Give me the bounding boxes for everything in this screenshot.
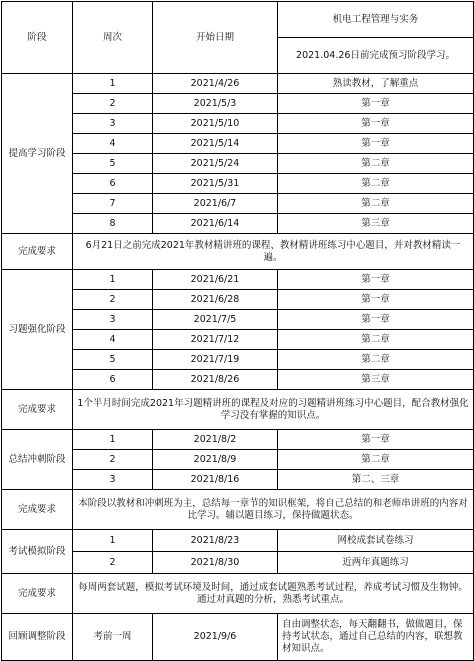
table-cell-date: 2021/4/26 — [153, 74, 278, 94]
phase3-requirement-text: 本阶段以教材和冲刺班为主，总结每一章节的知识框架，将自己总结的和老师串讲班的内容对比学习。辅以题目练习，保持做题状态。 — [73, 490, 474, 530]
table-cell-date: 2021/6/28 — [153, 290, 278, 310]
table-cell-task: 第二章 — [278, 450, 474, 470]
table-cell-date: 2021/7/5 — [153, 310, 278, 330]
table-cell-week: 2 — [73, 450, 153, 470]
table-cell-task: 第一章 — [278, 94, 474, 114]
table-cell-week: 2 — [73, 290, 153, 310]
table-cell-week: 7 — [73, 194, 153, 214]
table-cell-task: 第一章 — [278, 290, 474, 310]
table-cell-week: 3 — [73, 310, 153, 330]
table-cell-week: 2 — [73, 552, 153, 574]
table-cell-task: 第二章 — [278, 350, 474, 370]
table-cell-week: 6 — [73, 370, 153, 390]
phase5-task: 自由调整状态，每天翻翻书，做做题目，保持考试状态，通过自己总结的内容，联想教材知识点。 — [278, 614, 474, 661]
table-cell-task: 第一章 — [278, 270, 474, 290]
table-cell-task: 第三章 — [278, 370, 474, 390]
table-cell-week: 8 — [73, 214, 153, 234]
phase5-name: 回顾调整阶段 — [2, 614, 73, 661]
table-cell-date: 2021/7/19 — [153, 350, 278, 370]
table-cell-date: 2021/7/12 — [153, 330, 278, 350]
phase2-name: 习题强化阶段 — [2, 270, 73, 390]
table-cell-date: 2021/6/14 — [153, 214, 278, 234]
table-cell-task: 网校成套试卷练习 — [278, 530, 474, 552]
table-cell-task: 熟读教材，了解重点 — [278, 74, 474, 94]
table-cell-week: 1 — [73, 270, 153, 290]
table-cell-task: 第二、三章 — [278, 470, 474, 490]
phase4-requirement-text: 每周两套试题，模拟考试环境及时间，通过成套试题熟悉考试过程，养成考试习惯及生物钟。通过对真题的分析，熟悉考试重点。 — [73, 574, 474, 614]
phase3-requirement-label: 完成要求 — [2, 490, 73, 530]
table-cell-task: 第二章 — [278, 194, 474, 214]
phase2-requirement-text: 1个半月时间完成2021年习题精讲班的课程及对应的习题精讲班练习中心题目，配合教材强化学习没有掌握的知识点。 — [73, 390, 474, 430]
phase5-week: 考前一周 — [73, 614, 153, 661]
table-cell-task: 第二章 — [278, 154, 474, 174]
table-cell-date: 2021/5/10 — [153, 114, 278, 134]
table-cell-week: 4 — [73, 134, 153, 154]
table-cell-week: 1 — [73, 530, 153, 552]
header-stage: 阶段 — [2, 2, 73, 74]
table-cell-week: 1 — [73, 74, 153, 94]
table-cell-week: 3 — [73, 470, 153, 490]
phase1-requirement-label: 完成要求 — [2, 234, 73, 270]
header-subject-note: 2021.04.26日前完成预习阶段学习。 — [278, 38, 474, 74]
header-week: 周次 — [73, 2, 153, 74]
table-cell-week: 4 — [73, 330, 153, 350]
table-cell-task: 第一章 — [278, 310, 474, 330]
table-cell-date: 2021/5/3 — [153, 94, 278, 114]
table-cell-date: 2021/8/23 — [153, 530, 278, 552]
table-cell-task: 第一章 — [278, 430, 474, 450]
table-cell-week: 6 — [73, 174, 153, 194]
table-cell-task: 第一章 — [278, 114, 474, 134]
table-cell-date: 2021/5/14 — [153, 134, 278, 154]
table-cell-date: 2021/8/9 — [153, 450, 278, 470]
table-cell-week: 2 — [73, 94, 153, 114]
table-cell-date: 2021/6/21 — [153, 270, 278, 290]
table-cell-task: 近两年真题练习 — [278, 552, 474, 574]
table-cell-week: 5 — [73, 154, 153, 174]
phase5-date: 2021/9/6 — [153, 614, 278, 661]
table-cell-date: 2021/5/24 — [153, 154, 278, 174]
phase4-requirement-label: 完成要求 — [2, 574, 73, 614]
phase4-name: 考试模拟阶段 — [2, 530, 73, 574]
phase2-requirement-label: 完成要求 — [2, 390, 73, 430]
table-cell-date: 2021/8/2 — [153, 430, 278, 450]
table-cell-date: 2021/6/7 — [153, 194, 278, 214]
table-cell-week: 5 — [73, 350, 153, 370]
table-cell-task: 第三章 — [278, 214, 474, 234]
table-cell-week: 1 — [73, 430, 153, 450]
phase1-name: 提高学习阶段 — [2, 74, 73, 234]
table-cell-date: 2021/8/26 — [153, 370, 278, 390]
phase1-requirement-text: 6月21日之前完成2021年教材精讲班的课程、教材精讲班练习中心题目，并对教材精读一遍。 — [73, 234, 474, 270]
header-start-date: 开始日期 — [153, 2, 278, 74]
table-cell-task: 第一章 — [278, 134, 474, 154]
phase3-name: 总结冲刺阶段 — [2, 430, 73, 490]
table-cell-task: 第二章 — [278, 174, 474, 194]
table-cell-task: 第二章 — [278, 330, 474, 350]
table-cell-date: 2021/8/30 — [153, 552, 278, 574]
table-cell-date: 2021/5/31 — [153, 174, 278, 194]
header-subject: 机电工程管理与实务 — [278, 2, 474, 38]
table-cell-week: 3 — [73, 114, 153, 134]
study-plan-table — [1, 1, 474, 661]
table-cell-date: 2021/8/16 — [153, 470, 278, 490]
